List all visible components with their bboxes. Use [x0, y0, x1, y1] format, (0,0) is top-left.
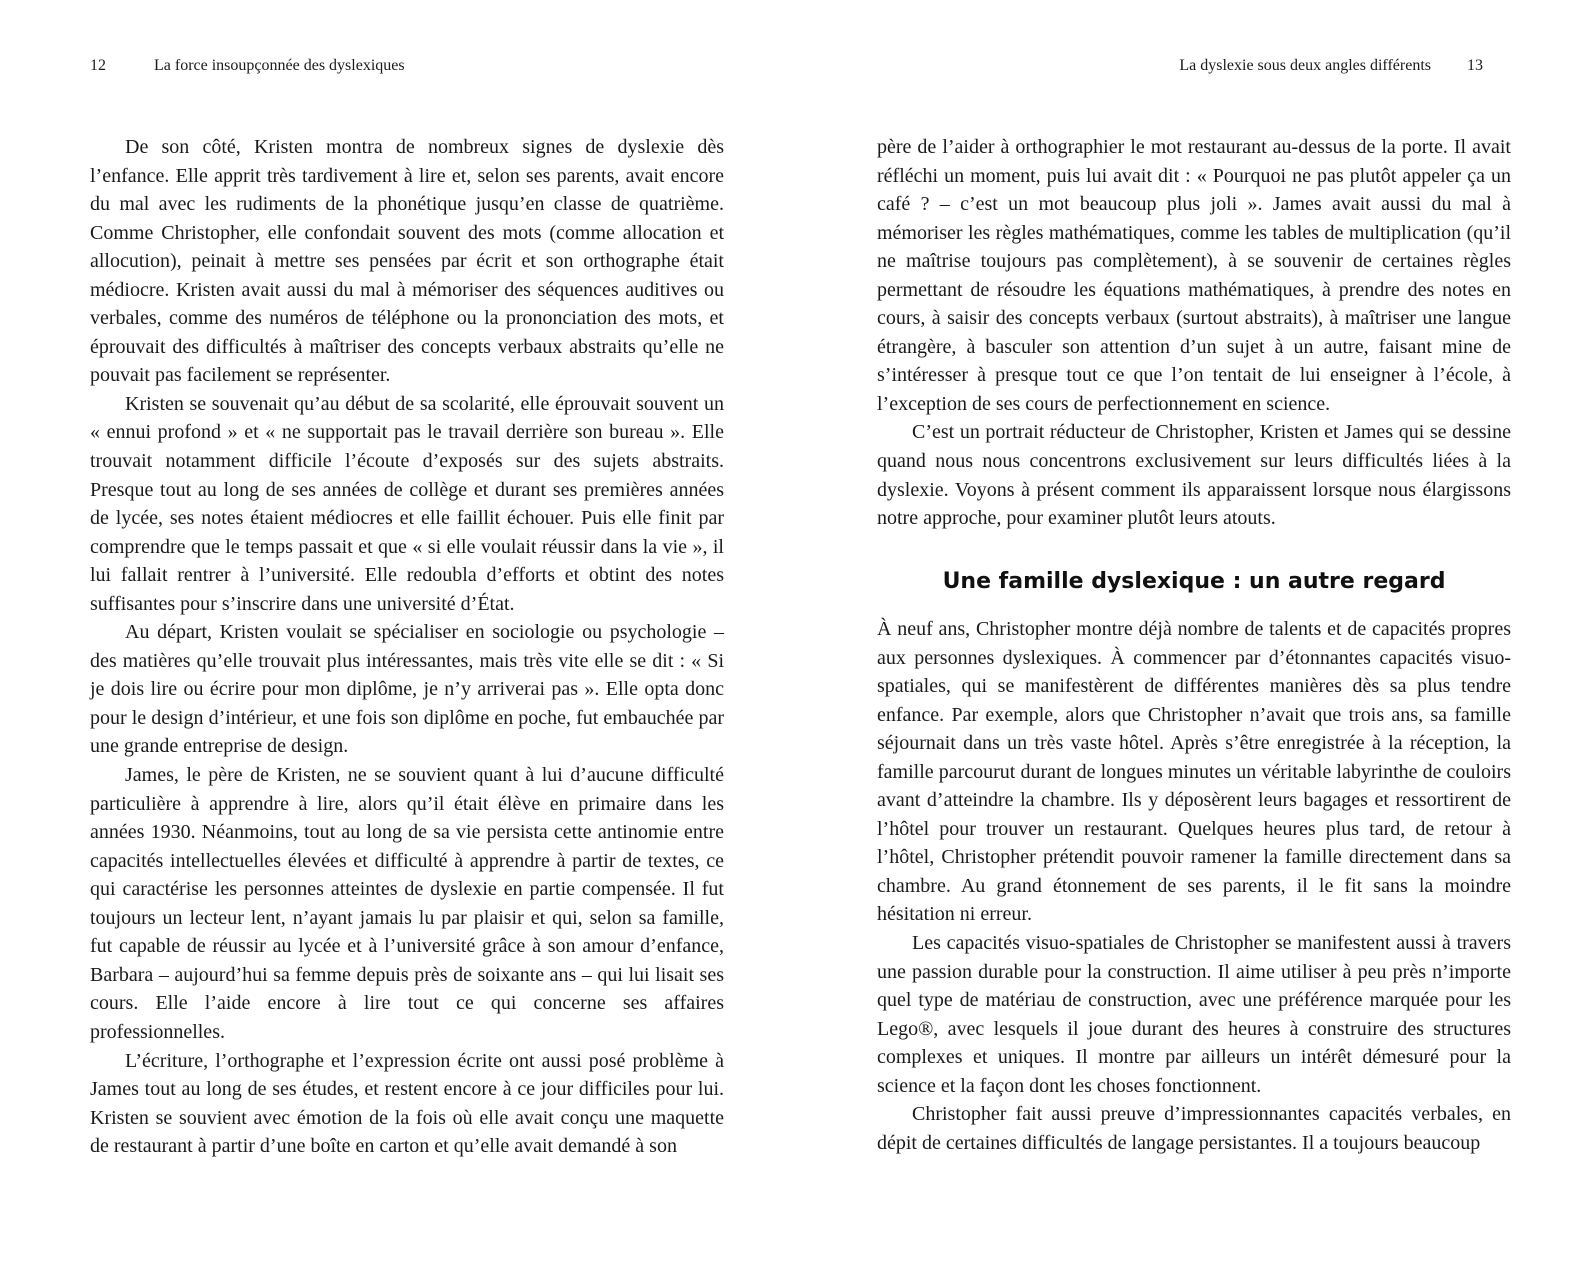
page-number-left: 12 — [90, 57, 106, 74]
right-body-text-bottom — [877, 615, 1511, 1157]
running-head-right: La dyslexie sous deux angles différents — [1179, 57, 1431, 74]
paragraph: Kristen se souvenait qu’au début de sa scolarité, elle éprouvait souvent un « ennui profond » et « ne supportait pas le travail derrière son bureau ». Elle trouvait notamment difficile l’écoute d’exposés sur des sujets abstraits. Presque tout au long de ses années de collège et durant ses premières années de lycée, ses notes étaient médiocres et elle faillit échouer. Puis elle finit par comprendre que le temps passait et que « si elle voulait réussir dans la vie », il lui fallait rentrer à l’université. Elle redoubla d’efforts et obtint des notes suffisantes pour s’inscrire dans une université d’État. — [90, 392, 724, 615]
left-body-text — [90, 133, 724, 1161]
paragraph: C’est un portrait réducteur de Christopher, Kristen et James qui se dessine quand nous nous concentrons exclusivement sur leurs difficultés liées à la dyslexie. Voyons à présent comment ils apparaissent lorsque nous élargissons notre approche, pour examiner plutôt leurs atouts. — [877, 421, 1511, 530]
paragraph: Au départ, Kristen voulait se spécialiser en sociologie ou psychologie – des matières qu’elle trouvait plus intéressantes, mais très vite elle se dit : « Si je dois lire ou écrire pour mon diplôme, je n’y arriverai pas ». Elle opta donc pour le design d’intérieur, et une fois son diplôme en poche, fut embauchée par une grande entreprise de design. — [90, 621, 724, 758]
section-heading: Une famille dyslexique : un autre regard — [942, 569, 1446, 594]
page-number-right: 13 — [1467, 57, 1483, 74]
paragraph: Les capacités visuo-spatiales de Christopher se manifestent aussi à travers une passion durable pour la construction. Il aime utiliser à peu près n’importe quel type de matériau de construction, avec une préférence marquée pour les Lego®, avec lesquels il joue durant des heures à construire des structures complexes et uniques. Il montre par ailleurs un intérêt démesuré pour la science et la façon dont les choses fonctionnent. — [877, 932, 1511, 1097]
paragraph: De son côté, Kristen montra de nombreux signes de dyslexie dès l’enfance. Elle apprit très tardivement à lire et, selon ses parents, avait encore du mal avec les rudiments de la phonétique jusqu’en classe de quatrième. Comme Christopher, elle confondait souvent des mots (comme allocation et allocution), peinait à mettre ses pensées par écrit et son orthographe était médiocre. Kristen avait aussi du mal à mémoriser des séquences auditives ou verbales, comme des numéros de téléphone ou la prononciation des mots, et éprouvait des difficultés à maîtriser des concepts verbaux abstraits qu’elle ne pouvait pas facilement se représenter. — [90, 136, 724, 387]
paragraph: À neuf ans, Christopher montre déjà nombre de talents et de capacités propres aux personnes dyslexiques. À commencer par d’étonnantes capacités visuo-spatiales, qui se manifestèrent de différentes manières dès sa plus tendre enfance. Par exemple, alors que Christopher n’avait que trois ans, sa famille séjournait dans un très vaste hôtel. Après s’être enregistrée à la réception, la famille parcourut durant de longues minutes un véritable labyrinthe de couloirs avant d’atteindre la chambre. Ils y déposèrent leurs bagages et ressortirent de l’hôtel pour trouver un restaurant. Quelques heures plus tard, de retour à l’hôtel, Christopher prétendit pouvoir ramener la famille directement dans sa chambre. Au grand étonnement de ses parents, il le fit sans la moindre hésitation ni erreur. — [877, 618, 1511, 926]
right-page — [797, 0, 1594, 1270]
paragraph: James, le père de Kristen, ne se souvient quant à lui d’aucune difficulté particulière à apprendre à lire, alors qu’il était élève en primaire dans les années 1930. Néanmoins, tout au long de sa vie persista cette antinomie entre capacités intellectuelles élevées et difficulté à apprendre à partir de textes, ce qui caractérise les personnes atteintes de dyslexie en partie compensée. Il fut toujours un lecteur lent, n’ayant jamais lu par plaisir et qui, selon sa famille, fut capable de réussir au lycée et à l’université grâce à son amour d’enfance, Barbara – aujourd’hui sa femme depuis près de soixante ans – qui lui lisait ses cours. Elle l’aide encore à lire tout ce qui concerne ses affaires professionnelles. — [90, 764, 724, 1043]
paragraph: père de l’aider à orthographier le mot restaurant au-dessus de la porte. Il avait réfléchi un moment, puis lui avait dit : « Pourquoi ne pas plutôt appeler ça un café ? – c’est un mot beaucoup plus joli ». James avait aussi du mal à mémoriser les règles mathématiques, comme les tables de multiplication (qu’il ne maîtrise toujours pas complètement), à se souvenir de certaines règles permettant de résoudre les équations mathématiques, à prendre des notes en cours, à saisir des concepts verbaux (surtout abstraits), à maîtriser une langue étrangère, à basculer son attention d’un sujet à un autre, faisant mine de s’intéresser à presque tout ce que l’on tentait de lui enseigner à l’école, à l’exception de ses cours de perfectionnement en science. — [877, 136, 1511, 415]
paragraph: Christopher fait aussi preuve d’impressionnantes capacités verbales, en dépit de certaines difficultés de langage persistantes. Il a toujours beaucoup — [877, 1103, 1511, 1154]
right-body-text-top — [877, 133, 1511, 533]
running-head-left: La force insoupçonnée des dyslexiques — [154, 57, 405, 74]
paragraph: L’écriture, l’orthographe et l’expression écrite ont aussi posé problème à James tout au long de ses études, et restent encore à ce jour difficiles pour lui. Kristen se souvient avec émotion de la fois où elle avait conçu une maquette de restaurant à partir d’une boîte en carton et qu’elle avait demandé à son — [90, 1049, 724, 1158]
